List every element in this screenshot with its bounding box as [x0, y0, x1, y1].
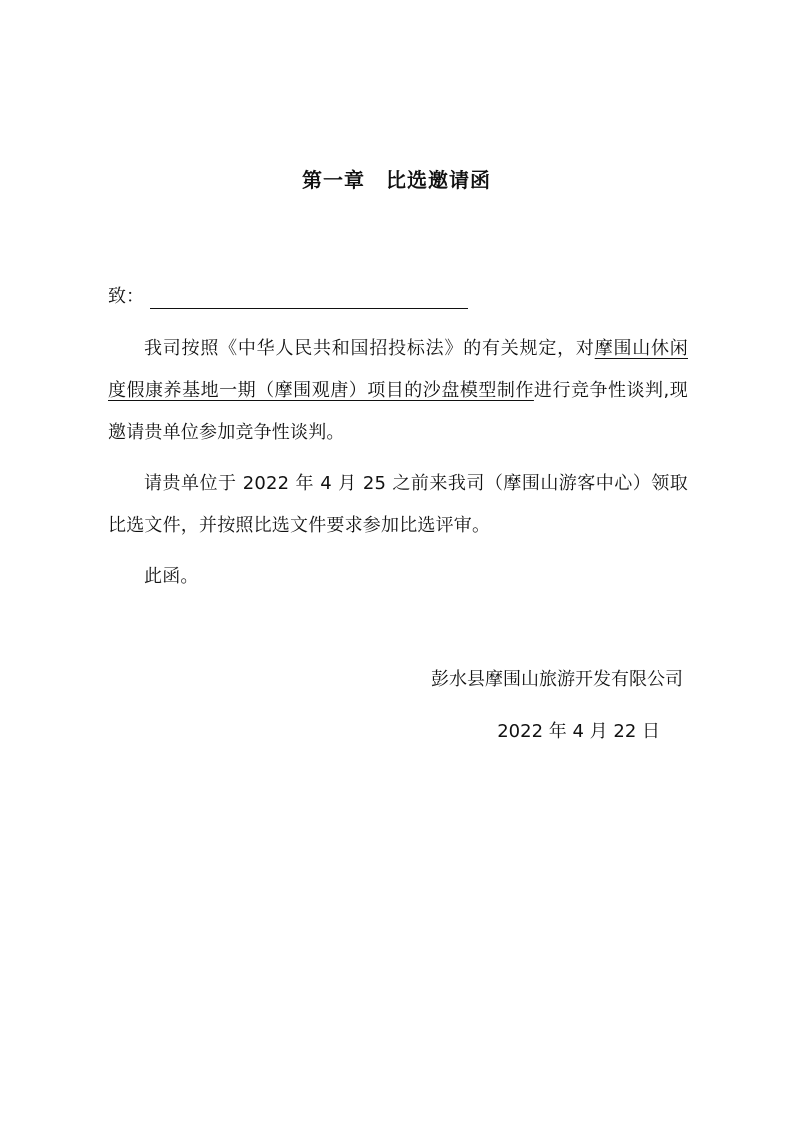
recipient-label: 致： — [108, 286, 144, 307]
paragraph-text-part1: 我司按照《中华人民共和国招投标法》的有关规定，对 — [144, 338, 595, 359]
signature-company: 彭水县摩围山旅游开发有限公司 — [431, 669, 683, 690]
page-title: 第一章 比选邀请函 — [302, 168, 491, 192]
invitation-paragraph — [108, 328, 688, 454]
project-name: 摩围山休闲度假康养基地一期（摩围观唐）项目的沙盘模型制作 — [108, 338, 688, 401]
closing-paragraph: 此函。 — [144, 566, 199, 587]
instruction-paragraph: 请贵单位于 2022 年 4 月 25 之前来我司（摩围山游客中心）领取比选文件，并按照比选文件要求参加比选评审。 — [108, 473, 688, 536]
recipient-line — [108, 285, 468, 309]
paragraph-text-part2: 进行竞争性谈判,现邀请贵单位参加竞争性谈判。 — [108, 380, 688, 443]
signature-date: 2022 年 4 月 22 日 — [497, 721, 660, 742]
recipient-blank — [150, 290, 468, 309]
